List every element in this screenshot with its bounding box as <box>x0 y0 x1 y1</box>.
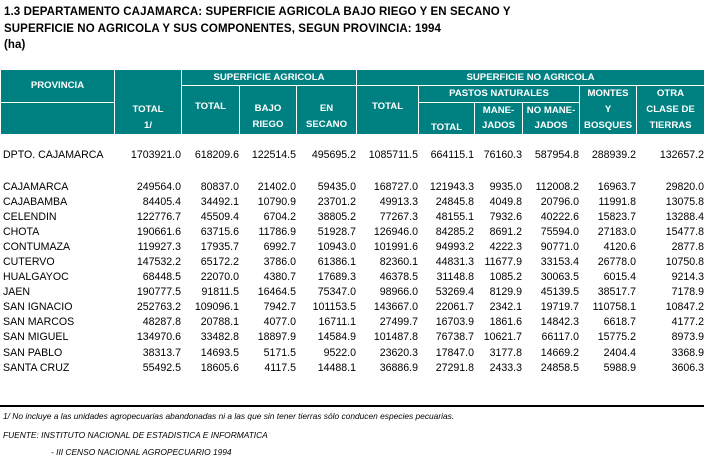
cell-value: 112008.2 <box>535 181 579 194</box>
table-row <box>0 330 704 345</box>
cell-value: 9935.0 <box>489 181 522 194</box>
header-provincia-blank <box>1 102 115 134</box>
header-montes-2: Y <box>604 104 612 115</box>
header-en-secano-2: SECANO <box>305 119 348 130</box>
cell-value: 91811.5 <box>201 286 239 299</box>
cell-value: 6015.4 <box>603 271 636 284</box>
table-row <box>0 180 704 195</box>
footnote-1: 1/ No incluye a las unidades agropecuarias abandonadas ni a las que sin tener tierras sólo conducen especies pecuarias. <box>3 411 455 421</box>
table-row <box>0 315 704 330</box>
cell-value: 80837.0 <box>200 181 239 194</box>
cell-value: 101991.6 <box>373 241 418 254</box>
cell-value: 134970.6 <box>136 331 181 344</box>
cell-value: 24845.8 <box>435 196 474 209</box>
cell-value: 22070.0 <box>200 271 239 284</box>
cell-value: 122514.5 <box>251 149 296 162</box>
cell-value: 2433.3 <box>489 361 522 374</box>
cell-value: 2877.8 <box>671 241 704 254</box>
cell-value: 3786.0 <box>263 256 296 269</box>
cell-value: 98966.0 <box>379 286 418 299</box>
header-otra-3: TIERRAS <box>649 120 692 131</box>
cell-value: 66117.0 <box>541 331 579 344</box>
cell-value: 27183.0 <box>597 226 636 239</box>
province-name: SAN MARCOS <box>3 316 75 329</box>
cell-value: 55492.5 <box>142 361 181 374</box>
cell-value: 63715.6 <box>200 226 239 239</box>
cell-value: 15775.2 <box>597 331 636 344</box>
cell-value: 6618.7 <box>603 316 636 329</box>
cell-value: 132657.2 <box>659 149 704 162</box>
table-row <box>0 361 704 376</box>
header-montes-3: BOSQUES <box>584 120 632 131</box>
cell-value: 15823.7 <box>597 211 636 224</box>
cell-value: 19719.7 <box>540 301 579 314</box>
cell-value: 7932.6 <box>489 211 522 224</box>
cell-value: 1703921.0 <box>130 149 181 162</box>
cell-value: 10621.7 <box>483 331 522 344</box>
cell-value: 495695.2 <box>311 149 356 162</box>
cell-value: 3368.9 <box>671 346 704 359</box>
cell-value: 4077.0 <box>263 316 296 329</box>
header-total-note: 1/ <box>143 120 152 131</box>
province-name: SAN MIGUEL <box>3 331 69 344</box>
header-na-total: TOTAL <box>357 86 419 135</box>
cell-value: 38517.7 <box>597 286 636 299</box>
table-row <box>0 285 704 300</box>
cell-value: 16703.9 <box>435 316 474 329</box>
cell-value: 147532.2 <box>136 256 181 269</box>
cell-value: 587954.8 <box>534 149 579 162</box>
cell-value: 65172.2 <box>200 256 239 269</box>
header-pn-total: TOTAL <box>419 102 475 134</box>
cell-value: 30063.5 <box>540 271 579 284</box>
cell-value: 18897.9 <box>257 331 296 344</box>
cell-value: 46378.5 <box>379 271 418 284</box>
province-name: DPTO. CAJAMARCA <box>3 149 104 162</box>
title-line-3: (ha) <box>4 39 26 51</box>
province-name: SAN PABLO <box>3 346 63 359</box>
cell-value: 84405.4 <box>142 196 181 209</box>
cell-value: 22061.7 <box>435 301 474 314</box>
cell-value: 664115.1 <box>430 149 474 162</box>
header-otra-2: CLASE DE <box>646 104 695 115</box>
province-name: SANTA CRUZ <box>3 361 70 374</box>
cell-value: 90771.0 <box>540 241 579 254</box>
header-montes <box>580 86 637 135</box>
cell-value: 84285.2 <box>435 226 474 239</box>
header-en-secano <box>297 86 357 135</box>
cell-value: 21402.0 <box>257 181 296 194</box>
cell-value: 17689.3 <box>317 271 356 284</box>
cell-value: 76160.3 <box>483 149 522 162</box>
cell-value: 13075.8 <box>665 196 704 209</box>
cell-value: 31148.8 <box>436 271 474 284</box>
cell-value: 9214.3 <box>671 271 704 284</box>
header-superficie-no-agricola: SUPERFICIE NO AGRICOLA <box>357 70 704 86</box>
cell-value: 14842.3 <box>540 316 579 329</box>
cell-value: 33482.8 <box>200 331 239 344</box>
cell-value: 14584.9 <box>317 331 356 344</box>
table-row <box>0 270 704 285</box>
cell-value: 51928.7 <box>317 226 356 239</box>
province-rows <box>0 180 704 376</box>
department-total-table <box>0 148 704 163</box>
cell-value: 16464.5 <box>257 286 296 299</box>
header-manejados-1: MANE- <box>482 105 515 117</box>
header-superficie-agricola: SUPERFICIE AGRICOLA <box>182 70 357 86</box>
province-name: SAN IGNACIO <box>3 301 73 314</box>
cell-value: 11991.8 <box>598 196 636 209</box>
cell-value: 59435.0 <box>317 181 356 194</box>
cell-value: 1861.6 <box>489 316 522 329</box>
cell-value: 249564.0 <box>136 181 181 194</box>
title-line-1: 1.3 DEPARTAMENTO CAJAMARCA: SUPERFICIE AGRICOLA BAJO RIEGO Y EN SECANO Y <box>4 6 511 18</box>
province-name: HUALGAYOC <box>3 271 69 284</box>
footer-divider <box>0 405 704 407</box>
cell-value: 75594.0 <box>540 226 579 239</box>
cell-value: 76738.7 <box>435 331 474 344</box>
cell-value: 17847.0 <box>435 346 474 359</box>
cell-value: 13288.4 <box>665 211 704 224</box>
cell-value: 7178.9 <box>671 286 704 299</box>
cell-value: 126946.0 <box>373 226 418 239</box>
cell-value: 82360.1 <box>379 256 418 269</box>
table-row <box>0 195 704 210</box>
cell-value: 14693.5 <box>200 346 239 359</box>
header-bajo-riego-1: BAJO <box>254 103 282 114</box>
header-otra-1: OTRA <box>656 88 685 99</box>
cell-value: 4177.2 <box>671 316 704 329</box>
cell-value: 23620.3 <box>379 346 418 359</box>
header-bajo-riego <box>240 86 297 135</box>
source-line: FUENTE: INSTITUTO NACIONAL DE ESTADISTICA E INFORMATICA <box>3 430 268 440</box>
table-row <box>0 300 704 315</box>
cell-value: 3606.3 <box>671 361 704 374</box>
cell-value: 48287.8 <box>142 316 181 329</box>
cell-value: 168727.0 <box>373 181 418 194</box>
cell-value: 8973.9 <box>671 331 704 344</box>
cell-value: 20788.1 <box>200 316 239 329</box>
cell-value: 2404.4 <box>603 346 636 359</box>
title-line-2: SUPERFICIE NO AGRICOLA Y SUS COMPONENTES, SEGUN PROVINCIA: 1994 <box>4 22 441 35</box>
cell-value: 1085711.5 <box>368 149 418 162</box>
cell-value: 17935.7 <box>200 241 239 254</box>
cell-value: 8691.2 <box>489 226 522 239</box>
cell-value: 119927.3 <box>137 241 181 254</box>
header-total-label: TOTAL <box>132 104 164 115</box>
cell-value: 40222.6 <box>540 211 579 224</box>
header-manejados-2: JADOS <box>481 120 516 132</box>
header-no-manejados-2: JADOS <box>534 120 568 132</box>
cell-value: 20796.0 <box>540 196 579 209</box>
cell-value: 2342.1 <box>489 301 522 314</box>
province-name: CUTERVO <box>3 256 55 269</box>
source-line-2: - III CENSO NACIONAL AGROPECUARIO 1994 <box>51 447 232 457</box>
cell-value: 34492.1 <box>200 196 239 209</box>
cell-value: 33153.4 <box>540 256 579 269</box>
cell-value: 101487.8 <box>373 331 418 344</box>
cell-value: 190661.6 <box>136 226 181 239</box>
cell-value: 48155.1 <box>435 211 474 224</box>
cell-value: 121943.3 <box>429 181 474 194</box>
cell-value: 26778.0 <box>597 256 636 269</box>
cell-value: 5988.9 <box>603 361 636 374</box>
province-name: CONTUMAZA <box>3 241 71 254</box>
table-row <box>0 225 704 240</box>
cell-value: 68448.5 <box>142 271 181 284</box>
header-manejados <box>475 102 523 134</box>
cell-value: 23701.2 <box>317 196 356 209</box>
province-name: CAJABAMBA <box>3 196 68 209</box>
cell-value: 94993.2 <box>435 241 474 254</box>
cell-value: 4380.7 <box>263 271 296 284</box>
cell-value: 9522.0 <box>323 346 356 359</box>
header-no-manejados-1: NO MANE- <box>526 105 576 117</box>
cell-value: 8129.9 <box>489 286 522 299</box>
cell-value: 4120.6 <box>603 241 636 254</box>
department-row <box>0 148 704 163</box>
cell-value: 143667.0 <box>373 301 418 314</box>
cell-value: 10790.9 <box>257 196 296 209</box>
cell-value: 6992.7 <box>263 241 296 254</box>
cell-value: 53269.4 <box>435 286 474 299</box>
province-table <box>0 180 704 376</box>
table-row <box>0 210 704 225</box>
cell-value: 15477.8 <box>665 226 704 239</box>
cell-value: 1085.2 <box>489 271 522 284</box>
header-ag-total: TOTAL <box>182 86 240 135</box>
cell-value: 77267.3 <box>379 211 418 224</box>
cell-value: 14488.1 <box>317 361 356 374</box>
cell-value: 16711.1 <box>318 316 356 329</box>
cell-value: 11786.9 <box>258 226 296 239</box>
cell-value: 109096.1 <box>194 301 239 314</box>
cell-value: 24858.5 <box>540 361 579 374</box>
cell-value: 6704.2 <box>263 211 296 224</box>
cell-value: 4117.5 <box>264 361 296 374</box>
table-row <box>0 255 704 270</box>
header-no-manejados <box>523 102 580 134</box>
cell-value: 44831.3 <box>435 256 474 269</box>
cell-value: 27291.8 <box>435 361 474 374</box>
header-total <box>115 70 182 135</box>
cell-value: 10847.2 <box>665 301 704 314</box>
cell-value: 45509.4 <box>200 211 239 224</box>
cell-value: 7942.7 <box>263 301 296 314</box>
cell-value: 101153.5 <box>312 301 356 314</box>
header-pastos-naturales: PASTOS NATURALES <box>419 86 580 103</box>
cell-value: 252763.2 <box>136 301 181 314</box>
cell-value: 10750.8 <box>665 256 704 269</box>
cell-value: 110758.1 <box>592 301 636 314</box>
province-name: CHOTA <box>3 226 40 239</box>
cell-value: 61386.1 <box>317 256 356 269</box>
cell-value: 4222.3 <box>489 241 522 254</box>
header-otra-clase <box>637 86 704 135</box>
cell-value: 75347.0 <box>317 286 356 299</box>
cell-value: 38805.2 <box>317 211 356 224</box>
cell-value: 49913.3 <box>379 196 418 209</box>
header-bajo-riego-2: RIEGO <box>252 119 284 130</box>
header-provincia: PROVINCIA <box>1 70 115 103</box>
province-name: JAEN <box>3 286 31 299</box>
cell-value: 27499.7 <box>379 316 418 329</box>
cell-value: 18605.6 <box>200 361 239 374</box>
table-header <box>0 69 704 135</box>
cell-value: 122776.7 <box>136 211 181 224</box>
cell-value: 618209.6 <box>194 149 239 162</box>
cell-value: 16963.7 <box>597 181 636 194</box>
province-name: CAJAMARCA <box>3 181 69 194</box>
cell-value: 38313.7 <box>142 346 181 359</box>
cell-value: 11677.9 <box>484 256 522 269</box>
cell-value: 29820.0 <box>665 181 704 194</box>
cell-value: 45139.5 <box>540 286 579 299</box>
province-name: CELENDIN <box>3 211 57 224</box>
cell-value: 14669.2 <box>540 346 579 359</box>
cell-value: 36886.9 <box>379 361 418 374</box>
cell-value: 5171.5 <box>263 346 296 359</box>
cell-value: 4049.8 <box>489 196 522 209</box>
table-row <box>0 346 704 361</box>
cell-value: 3177.8 <box>489 346 522 359</box>
header-montes-1: MONTES <box>587 88 629 99</box>
report-title <box>4 4 511 54</box>
cell-value: 10943.0 <box>317 241 356 254</box>
cell-value: 190777.5 <box>136 286 181 299</box>
header-en-secano-1: EN <box>319 103 334 114</box>
cell-value: 288939.2 <box>591 149 636 162</box>
table-row <box>0 240 704 255</box>
